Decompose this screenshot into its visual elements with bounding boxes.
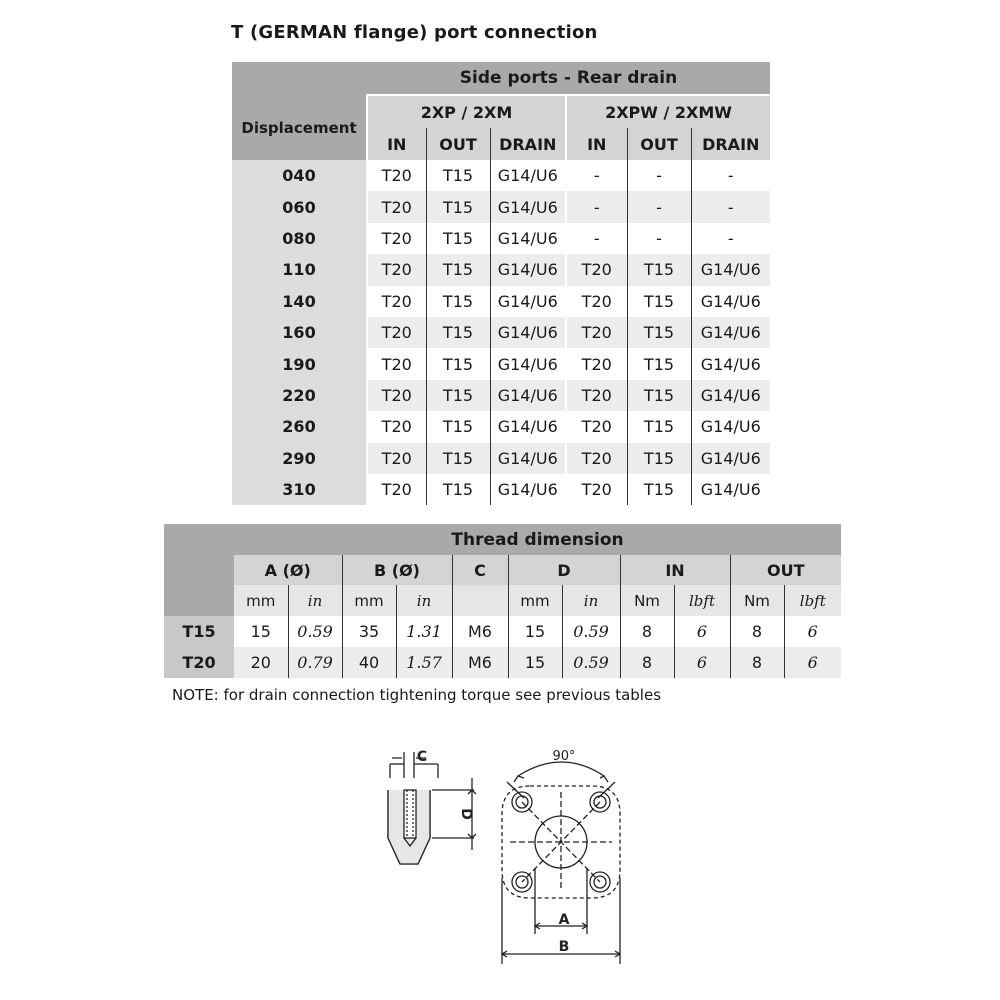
port-cell: - — [627, 191, 691, 222]
port-cell: T20 — [367, 160, 426, 191]
port-cell: G14/U6 — [691, 348, 770, 379]
port-cell: T15 — [627, 286, 691, 317]
displacement-value: 160 — [232, 317, 367, 348]
unit-in-lbft: lbft — [674, 585, 730, 616]
group-2xp-header: 2XP / 2XM — [367, 95, 566, 128]
unit-a-in: in — [288, 585, 342, 616]
displacement-value: 040 — [232, 160, 367, 191]
port-cell: T15 — [627, 474, 691, 505]
thread-group-in: IN — [620, 555, 730, 585]
port-cell: T20 — [367, 348, 426, 379]
port-cell: G14/U6 — [490, 223, 566, 254]
note-text: NOTE: for drain connection tightening torque see previous tables — [172, 686, 662, 704]
port-cell: T20 — [367, 223, 426, 254]
port-cell: T20 — [566, 348, 627, 379]
port-cell: T20 — [566, 317, 627, 348]
port-cell: T15 — [426, 254, 490, 285]
port-subheader: OUT — [426, 128, 490, 160]
table-row — [164, 647, 841, 678]
port-cell: G14/U6 — [490, 254, 566, 285]
port-cell: G14/U6 — [490, 348, 566, 379]
port-cell: G14/U6 — [691, 411, 770, 442]
port-cell: - — [566, 223, 627, 254]
thread-group-a: A (Ø) — [234, 555, 342, 585]
displacement-value: 140 — [232, 286, 367, 317]
thread-cell: 15 — [508, 616, 562, 647]
displacement-value: 220 — [232, 380, 367, 411]
port-cell: T20 — [566, 411, 627, 442]
unit-b-mm: mm — [342, 585, 396, 616]
port-cell: G14/U6 — [490, 191, 566, 222]
port-cell: - — [691, 160, 770, 191]
thread-title: Thread dimension — [234, 524, 841, 555]
thread-cell: 15 — [250, 622, 271, 641]
port-cell: - — [691, 223, 770, 254]
port-subheader: DRAIN — [490, 128, 566, 160]
table-row — [232, 223, 770, 254]
port-cell: T20 — [367, 380, 426, 411]
thread-dimension-table — [164, 524, 841, 678]
port-cell: - — [566, 160, 627, 191]
port-cell: T15 — [627, 317, 691, 348]
thread-cell: 1.31 — [396, 616, 452, 647]
port-cell: T15 — [426, 317, 490, 348]
port-cell: G14/U6 — [490, 160, 566, 191]
port-cell: G14/U6 — [691, 286, 770, 317]
port-cell: T20 — [367, 254, 426, 285]
thread-cell: 6 — [784, 647, 841, 678]
port-cell: T15 — [426, 474, 490, 505]
thread-cell: 40 — [342, 647, 396, 678]
group-2xpw-header: 2XPW / 2XMW — [566, 95, 770, 128]
port-cell: T20 — [367, 286, 426, 317]
port-cell: T15 — [426, 380, 490, 411]
unit-out-lbft: lbft — [784, 585, 841, 616]
port-cell: G14/U6 — [490, 317, 566, 348]
thread-group-c: C — [452, 555, 508, 616]
thread-cell: 6 — [784, 616, 841, 647]
thread-cell: 35 — [342, 616, 396, 647]
displacement-header: Displacement — [232, 95, 367, 160]
unit-in-nm: Nm — [620, 585, 674, 616]
label-d: D — [458, 808, 474, 820]
unit-out-nm: Nm — [730, 585, 784, 616]
table-row — [232, 380, 770, 411]
port-cell: G14/U6 — [691, 317, 770, 348]
port-connection-table — [232, 62, 770, 505]
port-cell: T15 — [627, 411, 691, 442]
table-row — [232, 191, 770, 222]
port-cell: T20 — [566, 474, 627, 505]
thread-cell: 20 — [234, 647, 288, 678]
port-cell: T20 — [367, 411, 426, 442]
thread-cell: 15 — [508, 647, 562, 678]
port-cell: T20 — [367, 474, 426, 505]
thread-cell: 1.57 — [396, 647, 452, 678]
port-cell: T15 — [426, 223, 490, 254]
port-subheader: IN — [367, 128, 426, 160]
label-a: A — [558, 912, 570, 928]
unit-b-in: in — [396, 585, 452, 616]
port-cell: G14/U6 — [691, 474, 770, 505]
thread-group-out: OUT — [730, 555, 841, 585]
port-cell: T20 — [367, 443, 426, 474]
thread-cell: 8 — [620, 616, 674, 647]
displacement-value: 060 — [232, 191, 367, 222]
thread-cell: 8 — [620, 647, 674, 678]
table-row — [232, 348, 770, 379]
thread-cell: 0.79 — [288, 647, 342, 678]
label-angle: 90° — [552, 749, 576, 764]
thread-cell: M6 — [452, 647, 508, 678]
port-cell: T20 — [367, 317, 426, 348]
port-cell: T20 — [566, 443, 627, 474]
thread-cell: 0.59 — [562, 647, 620, 678]
port-cell: T20 — [566, 254, 627, 285]
port-cell: T20 — [566, 286, 627, 317]
label-b: B — [558, 939, 570, 955]
thread-row-label: T15 — [164, 616, 234, 647]
thread-row-label: T20 — [164, 647, 234, 678]
port-cell: - — [627, 160, 691, 191]
thread-cell: 8 — [730, 616, 784, 647]
displacement-value: 290 — [232, 443, 367, 474]
port-cell: G14/U6 — [691, 254, 770, 285]
port-cell: T15 — [627, 380, 691, 411]
table-row — [164, 616, 841, 647]
thread-group-b: B (Ø) — [342, 555, 452, 585]
table-row — [232, 160, 770, 191]
table-row — [232, 443, 770, 474]
thread-cell: 8 — [730, 647, 784, 678]
label-c: C — [416, 749, 428, 765]
unit-d-in: in — [562, 585, 620, 616]
table-row — [232, 317, 770, 348]
port-cell: - — [566, 191, 627, 222]
port-cell: T15 — [627, 443, 691, 474]
displacement-value: 260 — [232, 411, 367, 442]
table-row — [232, 474, 770, 505]
port-cell: T15 — [426, 411, 490, 442]
port-subheader: DRAIN — [691, 128, 770, 160]
port-cell: T15 — [426, 160, 490, 191]
flange-front-view — [502, 762, 620, 964]
page-title: T (GERMAN flange) port connection — [231, 22, 598, 43]
port-cell: T15 — [627, 348, 691, 379]
table-row — [232, 411, 770, 442]
port-cell: T15 — [426, 443, 490, 474]
port-cell: T15 — [627, 254, 691, 285]
table-row — [232, 286, 770, 317]
port-cell: T15 — [426, 348, 490, 379]
thread-cell: 0.59 — [288, 616, 342, 647]
port-cell: T15 — [426, 191, 490, 222]
displacement-value: 190 — [232, 348, 367, 379]
port-cell: T20 — [566, 380, 627, 411]
port-cell: G14/U6 — [490, 380, 566, 411]
port-subheader: OUT — [627, 128, 691, 160]
flange-drawing — [380, 738, 640, 968]
port-cell: - — [627, 223, 691, 254]
port-cell: G14/U6 — [691, 380, 770, 411]
port-cell: G14/U6 — [490, 474, 566, 505]
port-cell: T15 — [426, 286, 490, 317]
port-subheader: IN — [566, 128, 627, 160]
displacement-value: 080 — [232, 223, 367, 254]
thread-cell: 6 — [674, 647, 730, 678]
table-row — [232, 254, 770, 285]
thread-cell: M6 — [452, 616, 508, 647]
thread-group-d: D — [508, 555, 620, 585]
port-cell: T20 — [367, 191, 426, 222]
port-cell: - — [691, 191, 770, 222]
port-cell: G14/U6 — [691, 443, 770, 474]
displacement-value: 110 — [232, 254, 367, 285]
unit-a-mm: mm — [234, 585, 288, 616]
unit-d-mm: mm — [508, 585, 562, 616]
thread-cell: 6 — [674, 616, 730, 647]
port-cell: G14/U6 — [490, 286, 566, 317]
port-cell: G14/U6 — [490, 443, 566, 474]
ports-group-title: Side ports - Rear drain — [367, 62, 770, 95]
displacement-value: 310 — [232, 474, 367, 505]
port-cell: G14/U6 — [490, 411, 566, 442]
thread-cell: 0.59 — [562, 616, 620, 647]
